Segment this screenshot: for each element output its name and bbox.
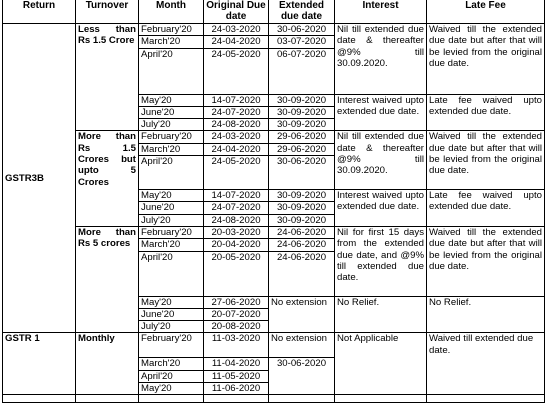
original-due-date-cell: 20-07-2020 <box>204 308 269 320</box>
late-fee-cell: Late fee waived upto extended due date. <box>427 190 545 227</box>
table-row <box>3 24 545 36</box>
original-due-date-cell: 27-06-2020 <box>204 296 269 308</box>
interest-cell: Interest waived upto extended due date. <box>335 190 427 227</box>
original-due-date-cell: 24-07-2020 <box>204 106 269 118</box>
header-month: Month <box>139 0 204 24</box>
turnover-cell: More than Rs 5 crores <box>76 226 139 332</box>
extended-due-date-cell: 30-09-2020 <box>269 190 335 202</box>
extended-due-date-cell: 03-07-2020 <box>269 36 335 48</box>
month-cell: February'20 <box>139 131 204 143</box>
gst-due-date-table <box>2 0 545 403</box>
original-due-date-cell: 11-04-2020 <box>204 358 269 370</box>
extended-due-date-cell: 24-06-2020 <box>269 239 335 251</box>
table-row <box>3 226 545 238</box>
original-due-date-cell: 24-05-2020 <box>204 48 269 94</box>
header-interest: Interest <box>335 0 427 24</box>
original-due-date-cell: 14-07-2020 <box>204 190 269 202</box>
extended-due-date-cell: 30-09-2020 <box>269 214 335 226</box>
extended-due-date-cell: 30-09-2020 <box>269 106 335 118</box>
late-fee-cell: No Relief. <box>427 296 545 333</box>
extended-due-date-cell: 30-06-2020 <box>269 156 335 190</box>
table-row-cut-off <box>3 395 545 403</box>
month-cell: July'20 <box>139 321 204 333</box>
original-due-date-cell: 20-05-2020 <box>204 251 269 296</box>
header-return: Return <box>3 0 76 24</box>
original-due-date-cell: 24-04-2020 <box>204 143 269 155</box>
original-due-date-cell: 11-03-2020 <box>204 333 269 358</box>
original-due-date-cell: 14-07-2020 <box>204 94 269 106</box>
turnover-cell: Monthly <box>76 333 139 395</box>
month-cell: April'20 <box>139 156 204 190</box>
extended-due-date-cell: No extension <box>269 333 335 358</box>
turnover-cell: Less than Rs 1.5 Crore <box>76 24 139 131</box>
extended-due-date-cell: 30-09-2020 <box>269 94 335 106</box>
month-cell: May'20 <box>139 296 204 308</box>
month-cell: April'20 <box>139 48 204 94</box>
extended-due-date-cell: 30-06-2020 <box>269 24 335 36</box>
original-due-date-cell: 20-04-2020 <box>204 239 269 251</box>
original-due-date-cell: 24-04-2020 <box>204 36 269 48</box>
interest-cell: Nil for first 15 days from the extended due date, and @9% till extended due date. <box>335 226 427 296</box>
interest-cell: Nil till extended due date & thereafter @9% till 30.09.2020. <box>335 131 427 190</box>
month-cell: February'20 <box>139 226 204 238</box>
original-due-date-cell: 24-03-2020 <box>204 24 269 36</box>
month-cell: June'20 <box>139 106 204 118</box>
interest-cell: Not Applicable <box>335 333 427 395</box>
original-due-date-cell: 24-07-2020 <box>204 202 269 214</box>
header-row <box>3 0 545 24</box>
original-due-date-cell: 24-03-2020 <box>204 131 269 143</box>
month-cell: July'20 <box>139 119 204 131</box>
original-due-date-cell: 24-08-2020 <box>204 214 269 226</box>
turnover-cell: More than Rs 1.5 Crores but upto 5 Crores <box>76 131 139 226</box>
return-gstr3b: GSTR3B <box>3 24 76 333</box>
header-late-fee: Late Fee <box>427 0 545 24</box>
late-fee-cell: Waived till extended due date. <box>427 333 545 395</box>
month-cell: February'20 <box>139 24 204 36</box>
original-due-date-cell: 24-08-2020 <box>204 119 269 131</box>
original-due-date-cell: 20-03-2020 <box>204 226 269 238</box>
extended-due-date-cell: 30-06-2020 <box>269 358 335 395</box>
extended-due-date-cell: 29-06-2020 <box>269 143 335 155</box>
extended-due-date-cell: 30-09-2020 <box>269 119 335 131</box>
month-cell: May'20 <box>139 94 204 106</box>
month-cell: March'20 <box>139 36 204 48</box>
return-gstr1: GSTR 1 <box>3 333 76 395</box>
month-cell: April'20 <box>139 251 204 296</box>
interest-cell: No Relief. <box>335 296 427 333</box>
month-cell: March'20 <box>139 239 204 251</box>
extended-due-date-cell: 30-09-2020 <box>269 202 335 214</box>
original-due-date-cell: 11-06-2020 <box>204 383 269 395</box>
month-cell: March'20 <box>139 358 204 370</box>
extended-due-date-cell: 29-06-2020 <box>269 131 335 143</box>
original-due-date-cell: 11-05-2020 <box>204 370 269 382</box>
late-fee-cell: Waived till the extended due date but after that will be levied from the original due date. <box>427 131 545 190</box>
month-cell: May'20 <box>139 190 204 202</box>
original-due-date-cell: 24-05-2020 <box>204 156 269 190</box>
table-row <box>3 333 545 358</box>
header-extended-due-date: Extended due date <box>269 0 335 24</box>
month-cell: March'20 <box>139 143 204 155</box>
interest-cell: Interest waived upto extended due date. <box>335 94 427 131</box>
late-fee-cell: Waived till the extended due date but after that will be levied from the original due date. <box>427 226 545 296</box>
month-cell: May'20 <box>139 383 204 395</box>
month-cell: April'20 <box>139 370 204 382</box>
extended-due-date-cell: 24-06-2020 <box>269 251 335 296</box>
late-fee-cell: Late fee waived upto extended due date. <box>427 94 545 131</box>
month-cell: July'20 <box>139 214 204 226</box>
interest-cell: Nil till extended due date & thereafter @9% till 30.09.2020. <box>335 24 427 95</box>
month-cell: February'20 <box>139 333 204 358</box>
month-cell: June'20 <box>139 308 204 320</box>
original-due-date-cell: 20-08-2020 <box>204 321 269 333</box>
month-cell: June'20 <box>139 202 204 214</box>
header-original-due-date: Original Due date <box>204 0 269 24</box>
table-row <box>3 131 545 143</box>
header-turnover: Turnover <box>76 0 139 24</box>
extended-due-date-cell: No extension <box>269 296 335 333</box>
extended-due-date-cell: 06-07-2020 <box>269 48 335 94</box>
extended-due-date-cell: 24-06-2020 <box>269 226 335 238</box>
late-fee-cell: Waived till the extended due date but after that will be levied from the original due date. <box>427 24 545 95</box>
